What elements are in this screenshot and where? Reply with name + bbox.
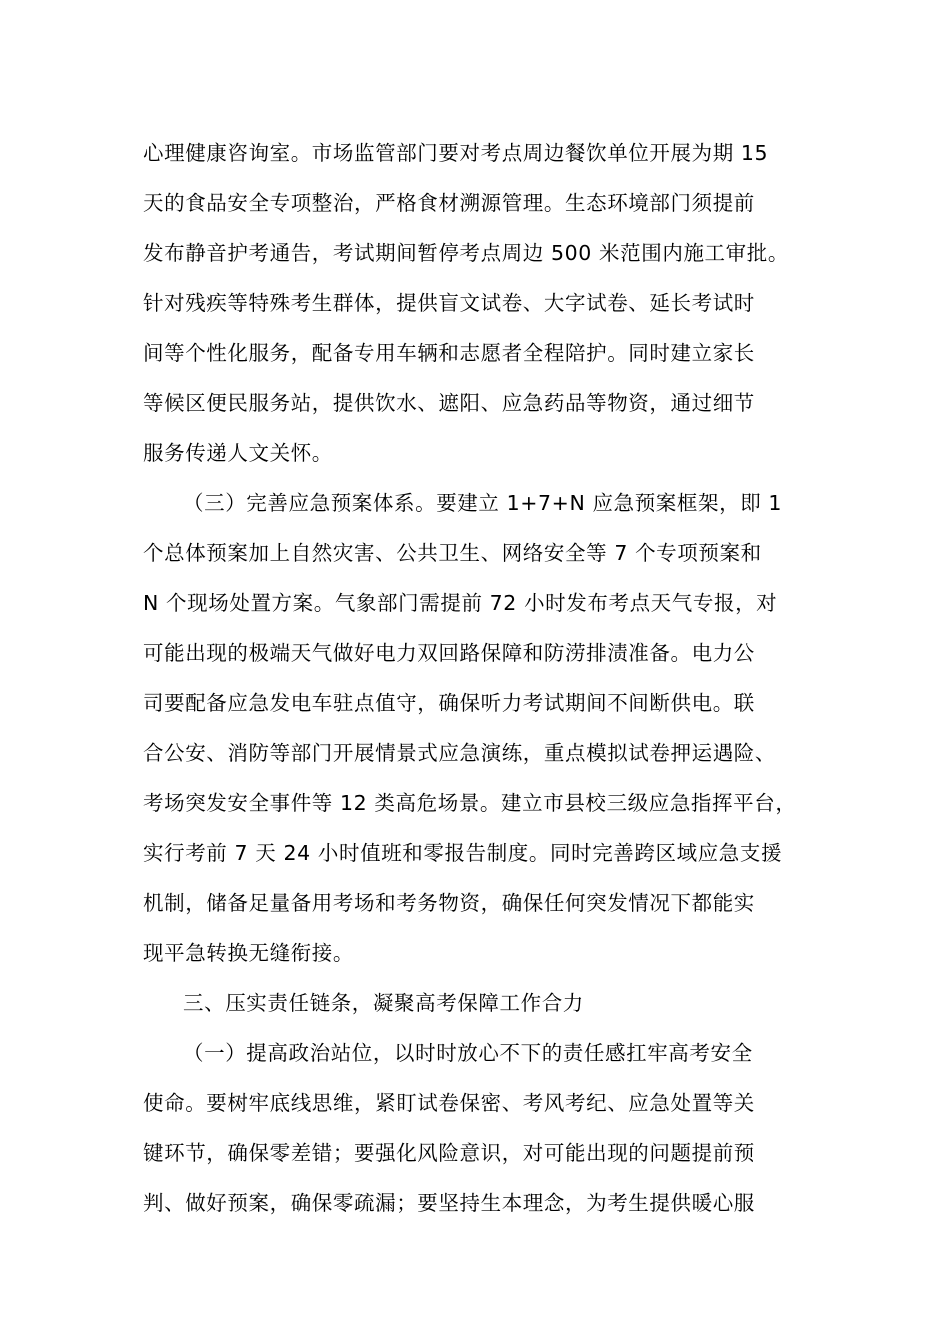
body-text-line: 天的食品安全专项整治，严格食材溯源管理。生态环境部门须提前 [143,191,755,215]
body-text-line: 机制，储备足量备用考场和考务物资，确保任何突发情况下都能实 [143,891,755,915]
body-text-line: 服务传递人文关怀。 [143,441,333,465]
subsection-paragraph-start: （一）提高政治站位，以时时放心不下的责任感扛牢高考安全 [183,1041,753,1065]
body-text-line: 个总体预案加上自然灾害、公共卫生、网络安全等 7 个专项预案和 [143,541,762,565]
body-text-line: 键环节，确保零差错；要强化风险意识，对可能出现的问题提前预 [143,1141,755,1165]
section-heading: 三、压实责任链条，凝聚高考保障工作合力 [183,991,584,1015]
body-text-line: 间等个性化服务，配备专用车辆和志愿者全程陪护。同时建立家长 [143,341,755,365]
body-text-line: 针对残疾等特殊考生群体，提供盲文试卷、大字试卷、延长考试时 [143,291,755,315]
body-text-line: 司要配备应急发电车驻点值守，确保听力考试期间不间断供电。联 [143,691,755,715]
body-text-line: 使命。要树牢底线思维，紧盯试卷保密、考风考纪、应急处置等关 [143,1091,755,1115]
subsection-paragraph-start: （三）完善应急预案体系。要建立 1+7+N 应急预案框架，即 1 [183,491,783,515]
body-text-line: 合公安、消防等部门开展情景式应急演练，重点模拟试卷押运遇险、 [143,741,776,765]
body-text-line: 可能出现的极端天气做好电力双回路保障和防涝排渍准备。电力公 [143,641,755,665]
body-text-line: 考场突发安全事件等 12 类高危场景。建立市县校三级应急指挥平台， [143,791,797,815]
body-text-line: 实行考前 7 天 24 小时值班和零报告制度。同时完善跨区域应急支援 [143,841,783,865]
body-text-line: 现平急转换无缝衔接。 [143,941,354,965]
body-text-line: 等候区便民服务站，提供饮水、遮阳、应急药品等物资，通过细节 [143,391,755,415]
body-text-line: N 个现场处置方案。气象部门需提前 72 小时发布考点天气专报，对 [143,591,778,615]
body-text-line: 心理健康咨询室。市场监管部门要对考点周边餐饮单位开展为期 15 [143,141,769,165]
body-text-line: 发布静音护考通告，考试期间暂停考点周边 500 米范围内施工审批。 [143,241,789,265]
body-text-line: 判、做好预案，确保零疏漏；要坚持生本理念，为考生提供暖心服 [143,1191,755,1215]
